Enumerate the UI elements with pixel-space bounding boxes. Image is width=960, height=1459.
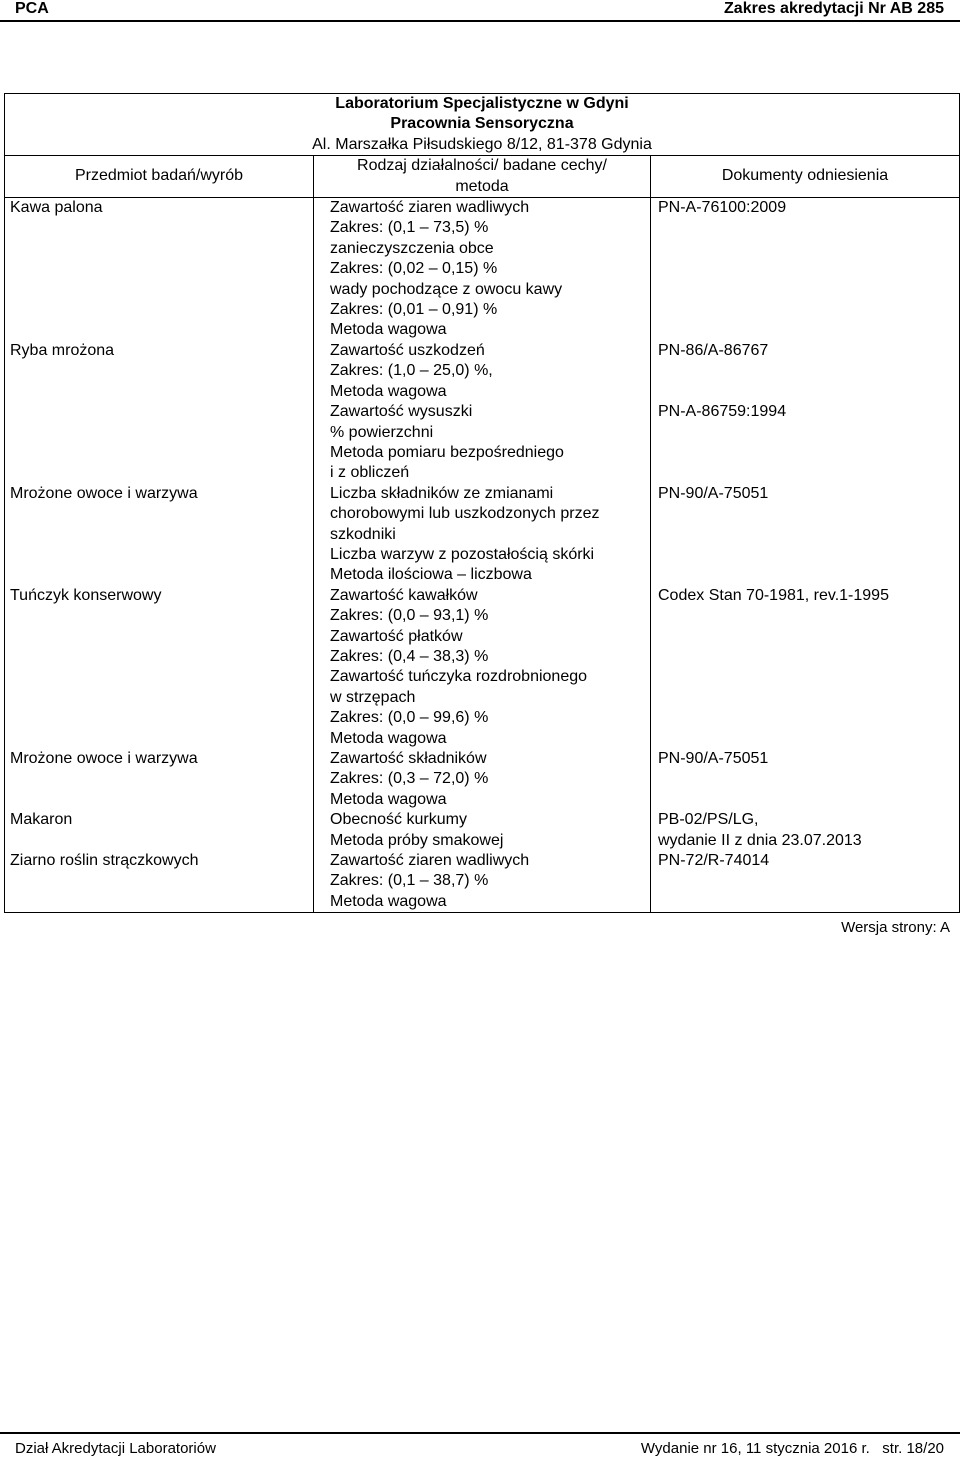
footer-divider	[0, 1432, 960, 1434]
lab-info	[314, 94, 651, 156]
document-line: PN-86/A-86767	[658, 341, 769, 359]
activity-line: Zawartość składników	[330, 750, 487, 767]
document-line: PB-02/PS/LG,	[658, 811, 759, 829]
document-line: PN-72/R-74014	[658, 852, 770, 870]
activity-line: Liczba składników ze zmianami	[330, 484, 554, 502]
object-line: Mrożone owoce i warzywa	[10, 750, 198, 767]
activity-line: Metoda wagowa	[330, 382, 447, 400]
activity-line: Zakres: (1,0 – 25,0) %,	[330, 362, 493, 380]
column-header-activity-line1: Rodzaj działalności/ badane cechy/	[357, 157, 607, 175]
table-row	[5, 810, 960, 851]
object-line: Mrożone owoce i warzywa	[10, 484, 198, 502]
column-header-row	[5, 156, 960, 198]
activity-line: Metoda pomiaru bezpośredniego	[330, 443, 564, 461]
document-cell	[651, 402, 960, 484]
document-line: wydanie II z dnia 23.07.2013	[658, 831, 862, 849]
object-line: Tuńczyk konserwowy	[10, 586, 162, 604]
activity-line: Zakres: (0,02 – 0,15) %	[330, 260, 498, 278]
object-cell	[5, 402, 314, 484]
document-line: PN-90/A-75051	[658, 484, 769, 502]
object-cell	[5, 198, 314, 341]
activity-line: Zakres: (0,01 – 0,91) %	[330, 301, 498, 319]
object-cell	[5, 851, 314, 913]
document-cell	[651, 198, 960, 341]
object-cell	[5, 484, 314, 586]
activity-cell	[314, 484, 651, 586]
activity-line: Zawartość tuńczyka rozdrobnionego	[330, 668, 588, 686]
document-line: PN-90/A-75051	[658, 750, 769, 767]
document-cell	[651, 341, 960, 402]
activity-line: Zawartość płatków	[330, 627, 463, 645]
document-line: PN-A-76100:2009	[658, 199, 787, 217]
activity-line: Zawartość wysuszki	[330, 403, 473, 421]
header-divider	[0, 20, 960, 22]
activity-cell	[314, 198, 651, 341]
activity-line: Metoda ilościowa – liczbowa	[330, 566, 532, 584]
activity-line: Zawartość ziaren wadliwych	[330, 199, 530, 217]
header-org: PCA	[15, 0, 49, 17]
document-cell	[651, 810, 960, 851]
activity-cell	[314, 341, 651, 402]
column-header-documents: Dokumenty odniesienia	[651, 156, 960, 198]
table-row	[5, 198, 960, 341]
activity-line: Zawartość kawałków	[330, 586, 478, 604]
activity-line: Zakres: (0,1 – 73,5) %	[330, 219, 489, 237]
object-cell	[5, 810, 314, 851]
object-cell	[5, 341, 314, 402]
lab-unit: Pracownia Sensoryczna	[390, 115, 574, 133]
document-line: Codex Stan 70-1981, rev.1-1995	[658, 586, 889, 604]
activity-line: Zawartość ziaren wadliwych	[330, 852, 530, 870]
object-line: Makaron	[10, 811, 73, 829]
activity-line: Zakres: (0,3 – 72,0) %	[330, 770, 489, 788]
document-cell	[651, 851, 960, 913]
table-row	[5, 851, 960, 913]
table-row	[5, 586, 960, 749]
table-row	[5, 484, 960, 586]
object-line: Kawa palona	[10, 199, 103, 217]
table-row	[5, 749, 960, 810]
column-header-activity-line2: metoda	[455, 177, 509, 195]
activity-line: Zakres: (0,0 – 99,6) %	[330, 709, 489, 727]
lab-info-row	[5, 94, 960, 156]
document-cell	[651, 586, 960, 749]
accreditation-table	[4, 93, 960, 913]
activity-line: Metoda wagowa	[330, 321, 447, 339]
footer-department: Dział Akredytacji Laboratoriów	[15, 1440, 216, 1457]
footer-edition: Wydanie nr 16, 11 stycznia 2016 r. str. 18/20	[640, 1440, 944, 1457]
activity-line: zanieczyszczenia obce	[330, 239, 494, 257]
table-body	[5, 198, 960, 913]
activity-line: Zakres: (0,4 – 38,3) %	[330, 647, 489, 665]
document-cell	[651, 484, 960, 586]
activity-line: Metoda wagowa	[330, 790, 447, 808]
activity-cell	[314, 586, 651, 749]
activity-line: % powierzchni	[330, 423, 434, 441]
activity-line: Obecność kurkumy	[330, 811, 467, 829]
page-header	[0, 0, 960, 20]
document-line: PN-A-86759:1994	[658, 403, 787, 421]
table-row	[5, 402, 960, 484]
activity-cell	[314, 402, 651, 484]
object-cell	[5, 749, 314, 810]
activity-line: Metoda wagowa	[330, 729, 447, 747]
object-cell	[5, 586, 314, 749]
activity-line: Zakres: (0,0 – 93,1) %	[330, 607, 489, 625]
document-cell	[651, 749, 960, 810]
table-row	[5, 341, 960, 402]
activity-line: Zawartość uszkodzeń	[330, 341, 485, 359]
activity-line: i z obliczeń	[330, 464, 410, 482]
activity-line: Liczba warzyw z pozostałością skórki	[330, 545, 595, 563]
header-scope-title: Zakres akredytacji Nr AB 285	[724, 0, 944, 17]
activity-line: Zakres: (0,1 – 38,7) %	[330, 872, 489, 890]
column-header-activity	[314, 156, 651, 198]
activity-cell	[314, 851, 651, 913]
object-line: Ziarno roślin strączkowych	[10, 852, 199, 870]
activity-line: Metoda próby smakowej	[330, 831, 504, 849]
object-line: Ryba mrożona	[10, 341, 115, 359]
activity-cell	[314, 749, 651, 810]
lab-address: Al. Marszałka Piłsudskiego 8/12, 81-378 Gdynia	[312, 135, 652, 153]
activity-line: w strzępach	[330, 688, 416, 706]
activity-line: chorobowymi lub uszkodzonych przez	[330, 505, 600, 523]
column-header-object: Przedmiot badań/wyrób	[5, 156, 314, 198]
activity-cell	[314, 810, 651, 851]
page-version: Wersja strony: A	[841, 919, 950, 936]
activity-line: wady pochodzące z owocu kawy	[330, 280, 563, 298]
activity-line: Metoda wagowa	[330, 892, 447, 910]
activity-line: szkodniki	[330, 525, 396, 543]
lab-info-spacer-right	[651, 94, 960, 156]
lab-name: Laboratorium Specjalistyczne w Gdyni	[335, 95, 629, 112]
